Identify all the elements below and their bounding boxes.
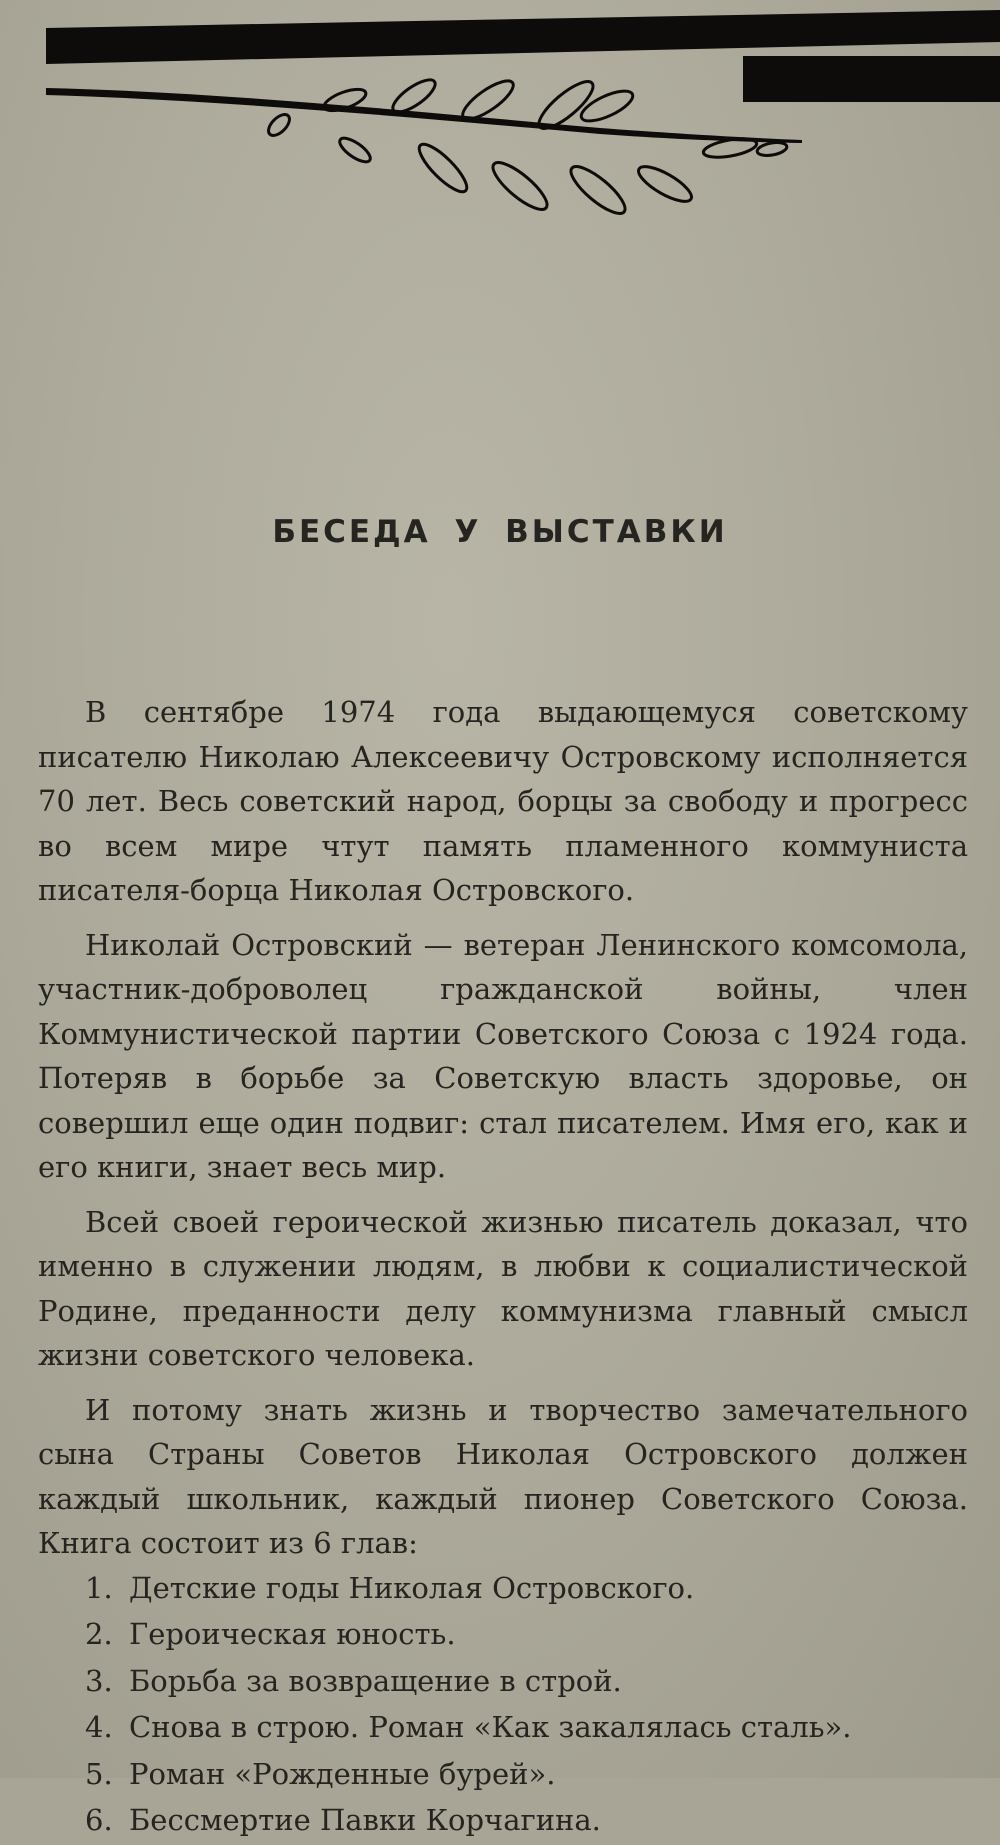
chapter-title: Роман «Рожденные бурей». [129,1756,556,1791]
chapter-title: Борьба за возвращение в строй. [129,1663,622,1698]
paragraph: В сентябре 1974 года выдающемуся советскому писателю Николаю Алексеевичу Островскому исполняется 70 лет. Весь советский народ, борцы за свободу и прогресс во всем мире чтут память пламенного коммуниста писателя-борца Николая Островского. [38,695,968,907]
list-item [85,1752,968,1797]
list-item [85,1659,968,1704]
laurel-branch-icon [0,0,1000,240]
list-item [85,1612,968,1657]
chapter-number: 3. [85,1663,113,1698]
page-title: БЕСЕДА У ВЫСТАВКИ [272,514,728,550]
chapter-number: 5. [85,1756,113,1791]
paragraph: Николай Островский — ветеран Ленинского комсомола, участник-доброволец гражданской войны, член Коммунистической партии Советского Союза с 1924 года. Потеряв в борьбе за Советскую власть здоровье, он совершил еще один подвиг: стал писателем. Имя его, как и его книги, знает весь мир. [38,927,968,1184]
chapter-title: Героическая юность. [129,1617,456,1651]
chapter-number: 4. [85,1710,113,1744]
chapter-title: Снова в строю. Роман «Как закалялась сталь». [129,1710,852,1744]
list-item [85,1798,968,1843]
chapter-number: 6. [85,1803,113,1837]
chapter-list [38,1566,968,1843]
chapter-title: Бессмертие Павки Корчагина. [129,1803,601,1837]
chapter-number: 2. [85,1617,113,1651]
list-item [85,1705,968,1750]
paragraph: Всей своей героической жизнью писатель доказал, что именно в служении людям, в любви к социалистической Родине, преданности делу коммунизма главный смысл жизни советского человека. [38,1204,968,1372]
chapter-title: Детские годы Николая Островского. [129,1570,695,1605]
body-text [38,690,968,1845]
paragraph: И потому знать жизнь и творчество замечательного сына Страны Советов Николая Островского должен каждый школьник, каждый пионер Советского Союза. Книга состоит из 6 глав: [38,1392,968,1560]
list-item [85,1566,968,1611]
chapter-number: 1. [85,1570,113,1605]
